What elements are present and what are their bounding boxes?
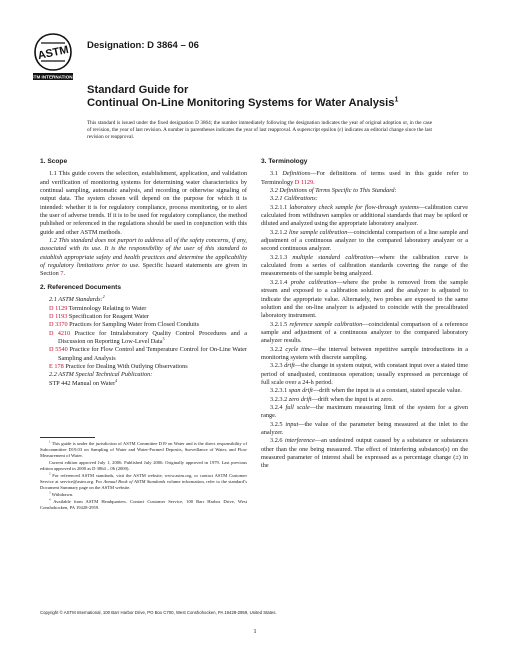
paragraph-3-2-4 — [261, 404, 468, 421]
astm-standards-label: 2.1 ASTM Standards: — [49, 296, 103, 304]
text: —For definitions of terms used in this guide refer to Terminology — [261, 170, 468, 186]
definition: —an undesired output caused by a substance or substances other than the one being measured. The effect of interfering substance(s) on the measured parameter of interest shall be expressed as a percentage change (±) in the — [261, 437, 469, 470]
footnote-2-ref[interactable]: 2 — [102, 294, 105, 300]
footnote-4 — [40, 499, 247, 511]
definition: —the maximum measuring limit of the system for a given range. — [261, 403, 468, 420]
section-7-link[interactable]: 7 — [60, 270, 64, 278]
paragraph-2-1 — [40, 296, 247, 304]
stp-code: STP 442 — [49, 379, 71, 387]
ref-d1129 — [40, 305, 247, 313]
astm-logo — [27, 32, 79, 82]
num: 3.2.3.1 — [270, 387, 289, 395]
paragraph-3-2-1-3 — [261, 254, 468, 279]
designation: Designation: D 3864 – 06 — [87, 40, 199, 51]
ref-code-link[interactable]: D 1129 — [49, 304, 68, 312]
paragraph-1-2 — [40, 237, 247, 279]
num: 3.2.3 — [270, 362, 285, 370]
paragraph-3-2-3-2 — [261, 396, 468, 404]
page-number: 1 — [253, 628, 257, 635]
footnote-4-ref[interactable]: 4 — [115, 377, 118, 383]
definition: —drift when the input is at a constant, stated upscale value. — [312, 387, 462, 395]
num: 3.2.5 — [270, 420, 286, 428]
term: zero drift — [288, 395, 312, 403]
term: full scale — [285, 403, 310, 411]
num: 3.2.1.4 — [270, 278, 291, 286]
definition: —coincidental comparison of a reference sample and adjustment of a continuous analyzer to the compared laboratory analyzer results. — [261, 320, 469, 345]
num: 3.2.1.1 — [270, 203, 290, 211]
ref-code-link[interactable]: D 1193 — [49, 312, 68, 320]
ref-title: Practice for Flow Control and Temperature Control for On-Line Water Sampling and Analysis — [58, 346, 247, 362]
logo-text: ASTM INTERNATIONAL — [27, 74, 79, 80]
ref-e178 — [40, 363, 247, 371]
term: cycle time — [285, 345, 312, 353]
num: 3.2.6 — [270, 437, 285, 445]
title-line-1: Standard Guide for — [87, 84, 189, 96]
annual-book-title: Annual Book of ASTM Standards — [103, 478, 166, 484]
term: reference sample calibration — [289, 320, 363, 328]
term: line sample calibration — [288, 228, 348, 236]
ref-title: Terminology Relating to Water — [67, 304, 147, 312]
ref-d4210 — [40, 330, 247, 347]
paragraph-3-2-1: 3.2.1 Calibrations: — [270, 195, 318, 203]
definition: —the value of the parameter being measured at the inlet to the analyzer. — [261, 420, 469, 436]
d1129-link[interactable]: D 1129 — [294, 178, 314, 186]
footnote-2 — [40, 473, 247, 490]
footnote-text: For referenced ASTM standards, visit the ASTM website, www.astm.org, or contact ASTM Customer Service at service@astm.org. For — [40, 472, 247, 484]
paragraph-3-2: 3.2 Definitions of Terms Specific to This Standard: — [270, 187, 397, 195]
definition: —the change in system output, with constant input over a stated time period of unadjusted, continuous operation; usually expressed as percentage of full scale over a 24-h period. — [261, 362, 469, 386]
copyright-notice: Copyright © ASTM International, 100 Barr Harbor Drive, PO Box C700, West Conshohocken, PA 19428-2959, United States. — [40, 610, 277, 615]
ref-title: Practice for Dealing With Outlying Observations — [63, 362, 188, 370]
paragraph-3-2-1-5 — [261, 321, 468, 346]
standard-title — [87, 84, 487, 110]
left-column — [40, 158, 247, 512]
ref-code-link[interactable]: D 5540 — [49, 346, 68, 354]
num: 3.2.1.5 — [270, 320, 290, 328]
term: interference — [284, 437, 315, 445]
paragraph-3-2-2 — [261, 346, 468, 363]
footnote-1-edition: Current edition approved July 1, 2006. Published July 2006. Originally approved in 1979. Last previous edition approved in 2000 as D 3864 – 06 (2000). — [40, 459, 247, 471]
ref-title: Specification for Reagent Water — [67, 312, 149, 320]
paragraph-3-2-3-1 — [261, 387, 468, 395]
definition: —where the calibration curve is calculated from a series of calibration standards covering the range of the measurements of the sample being analyzed. — [261, 253, 468, 278]
period: . — [63, 270, 65, 278]
section-2-heading: 2. Referenced Documents — [40, 283, 121, 291]
ref-title: Practice for Intralaboratory Quality Control Procedures and a Discussion on Reporting Low-Level Data — [58, 329, 247, 345]
title-text: Continual On-Line Monitoring Systems for Water Analysis — [87, 97, 395, 110]
paragraph-3-2-6 — [261, 437, 468, 470]
footnote-1 — [40, 441, 247, 458]
num: 3.2.2 — [270, 345, 286, 353]
paragraph-3-2-1-4 — [261, 279, 468, 321]
num: 3.2.3.2 — [270, 395, 289, 403]
term: laboratory check sample for flow-through systems — [289, 203, 419, 211]
paragraph-2-2: 2.2 ASTM Special Technical Publication: — [49, 371, 153, 379]
footnote-marker: 1 — [49, 439, 51, 444]
term: probe calibration — [290, 278, 337, 286]
footnote-text: Withdrawn. — [51, 491, 74, 497]
num: 3.1 — [270, 170, 283, 178]
definition: —calibration curve calculated from withdrawn samples or additional standards that may be spiked or diluted and analyzed using the appropriate laboratory analyzer. — [261, 203, 469, 228]
paragraph-3-2-1-2 — [261, 229, 468, 254]
ref-code-link[interactable]: E 178 — [49, 362, 64, 370]
term: drift — [284, 362, 295, 370]
footnote-marker: 4 — [49, 497, 51, 502]
ref-d5540 — [40, 346, 247, 363]
definition: —the interval between repetitive sample introductions in a monitoring system with discrete sampling. — [261, 345, 469, 361]
term: Definitions — [282, 170, 311, 178]
ref-code-link[interactable]: D 3370 — [49, 321, 68, 329]
term: span drift — [288, 387, 313, 395]
num: 3.2.4 — [270, 403, 286, 411]
ref-stp442 — [40, 377, 247, 388]
svg-text:ASTM: ASTM — [36, 43, 70, 63]
num: 3.2.1.2 — [270, 228, 289, 236]
stp-title: Manual on Water — [70, 379, 116, 387]
num: 3.2.1.3 — [270, 253, 293, 261]
footnote-3-ref[interactable]: 3 — [162, 335, 165, 341]
footnote-3 — [40, 492, 247, 498]
title-line-2 — [87, 97, 487, 110]
term: input — [285, 420, 299, 428]
paragraph-1-1: 1.1 This guide covers the selection, establishment, application, and validation and verification of monitoring systems for determining water characteristics by continual sampling, automatic analysis, and recording or otherwise signaling of output data. The system chosen will depend on the purpose for which it is intended: whether it is for regulatory compliance, process monitoring, or to alert the user of adverse trends. If it is to be used for regulatory compliance, the method published or referenced in the regulations should be used in conjunction with this guide and other ASTM methods. — [40, 170, 247, 236]
footnote-text: This guide is under the jurisdiction of ASTM Committee D19 on Water and is the direct responsibility of Subcommittee D19.03 on Sampling of Water and Water-Formed Deposits, Surveillance of Water, and Flow Measurement of Water. — [40, 440, 247, 458]
issuance-note: This standard is issued under the fixed designation D 3864; the number immediately following the designation indicates the year of original adoption or, in the case of revision, the year of last revision. A number in parentheses indicates the year of last reapproval. A superscript epsilon (ε) indicates an editorial change since the last revision or reapproval. — [87, 120, 432, 141]
ref-code-link[interactable]: D 4210 — [49, 329, 71, 337]
text: . — [313, 178, 315, 186]
footnote-divider — [40, 437, 95, 438]
paragraph-3-2-5 — [261, 421, 468, 438]
title-footnote-ref[interactable]: 1 — [394, 96, 399, 104]
section-1-heading: 1. Scope — [40, 158, 68, 165]
term: multiple standard calibration — [292, 253, 374, 261]
footnotes — [40, 441, 247, 511]
ref-title: Practices for Sampling Water from Closed Conduits — [67, 321, 200, 329]
section-3-heading: 3. Terminology — [261, 158, 308, 165]
ref-d3370 — [40, 321, 247, 329]
footnote-marker: 2 — [49, 471, 51, 476]
safety-statement: 1.2 This standard does not purport to address all of the safety concerns, if any, associated with its use. It is the responsibility of the user of this standard to establish appropriate safety and health practices and determine the applicability of regulatory limitations prior to use. — [40, 237, 247, 270]
right-column — [261, 158, 468, 471]
paragraph-3-2-1-1 — [261, 204, 468, 229]
footnote-text: Available from ASTM Headquarters. Contact Customer Service, 100 Barr Harbor Drive, West Conshohocken, PA 19428-2959. — [40, 499, 247, 510]
paragraph-3-2-3 — [261, 362, 468, 387]
footnote-text: volume information, refer to the standard’s Document Summary page on the ASTM website. — [40, 478, 247, 490]
paragraph-3-1 — [261, 170, 468, 187]
hazard-text: Specific hazard statements are given in Section — [40, 262, 247, 278]
definition: —drift when the input is at zero. — [311, 395, 394, 403]
footnote-marker: 3 — [49, 490, 51, 495]
definition: —where the probe is removed from the sample stream and exposed to a calibration solution and the analyzer is adjusted to indicate the appropriate value. Alternately, two probes are exposed to the same solution and the on-line analyzer is adjusted to coincide with the precalibrated laboratory instrument. — [261, 278, 468, 320]
ref-d1193 — [40, 313, 247, 321]
definition: —coincidental comparison of a line sample and adjustment of a continuous analyzer to the compared laboratory analyzer or a second continuous analyzer. — [261, 228, 469, 253]
